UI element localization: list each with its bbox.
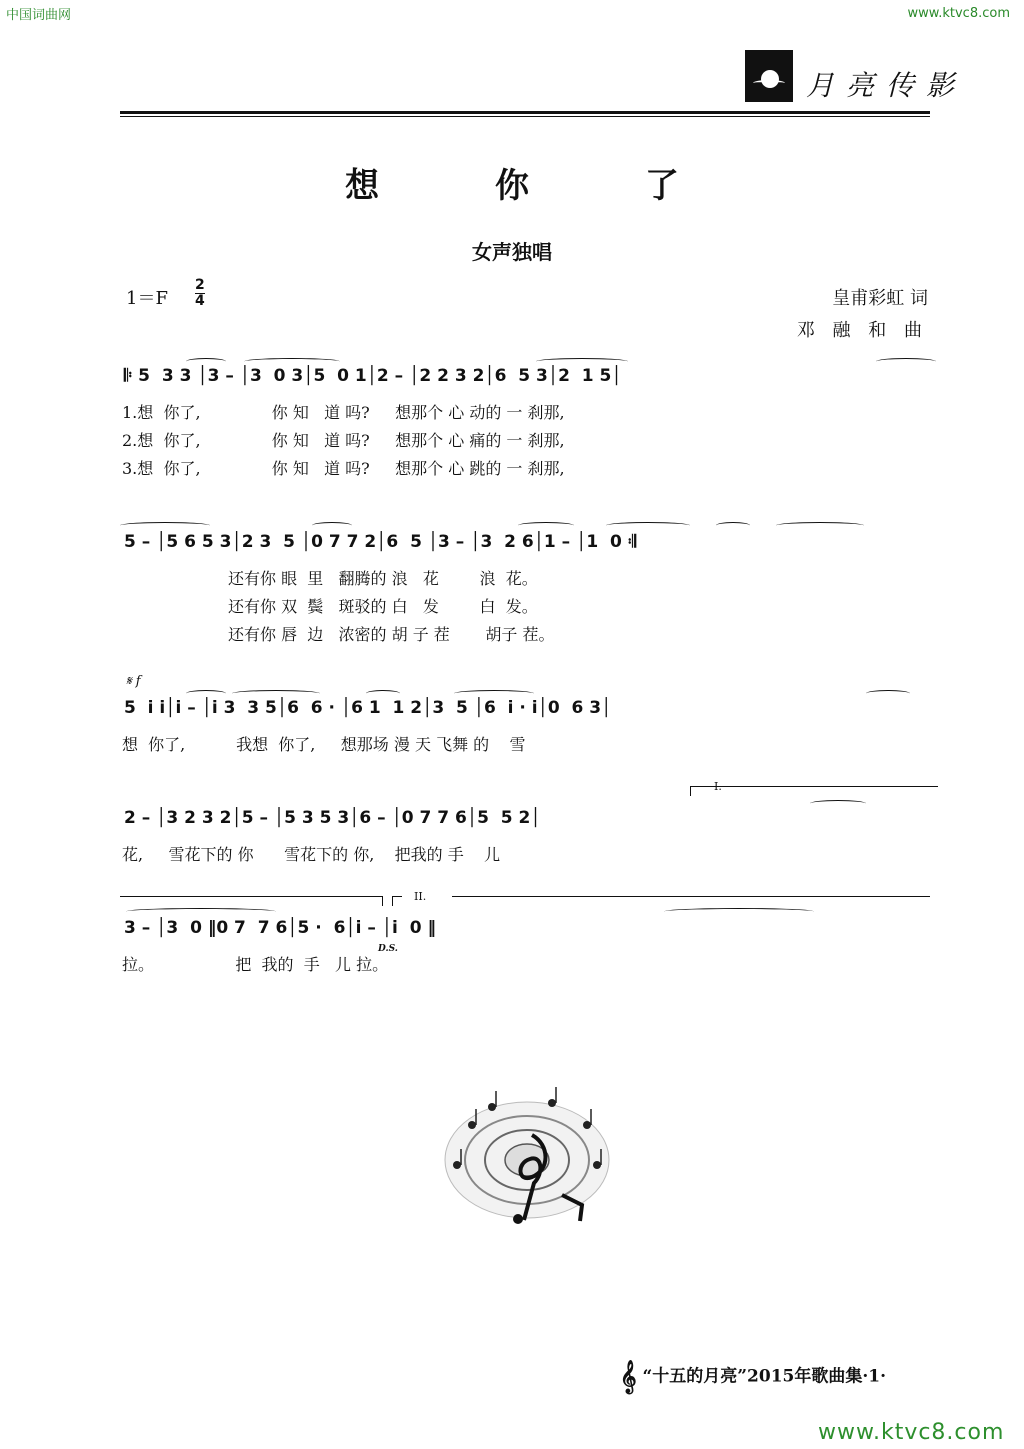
volta-bracket-1 [690, 786, 938, 787]
segno-forte-marking: 𝄋 f [126, 674, 141, 689]
collection-label: “十五的月亮”2015年歌曲集·1· [642, 1366, 887, 1387]
tie [664, 908, 814, 915]
site-url-footer[interactable]: www.ktvc8.com [818, 1420, 1005, 1445]
header-rule-thin [120, 116, 930, 117]
notation-line-5: 3 – │3 0 ‖0 7 7 6│5 · 6│i – │i 0 ‖ [124, 918, 436, 938]
time-signature: 2 4 [195, 277, 205, 309]
collection-page-footer [620, 1360, 886, 1394]
lyric-verse-1: 1.想 你了, 你 知 道 吗? 想那个 心 动的 一 刹那, [122, 403, 565, 422]
ds-marking: D.S. [378, 944, 398, 954]
logo-text: 月亮传影 [806, 69, 967, 102]
notation-line-3: 5 i i│i – │i 3 3 5│6 6 · │6 1 1 2│3 5 │6 i · i│0 6 3│ [124, 698, 612, 718]
tie [366, 690, 400, 697]
tie [536, 358, 628, 365]
tie [454, 690, 534, 697]
lyricist-credit: 皇甫彩虹 词 [832, 288, 928, 309]
tie [186, 690, 226, 697]
volta-label-1: I. [714, 780, 722, 793]
lyric-line-3: 想 你了, 我想 你了, 想那场 漫 天 飞舞 的 雪 [122, 735, 526, 754]
lyric-line-4: 花, 雪花下的 你 雪花下的 你, 把我的 手 儿 [122, 845, 501, 864]
tie [312, 522, 352, 529]
volta-bracket-2 [392, 896, 402, 897]
volta-bracket-1-cont [120, 896, 382, 897]
song-subtitle: 女声独唱 [472, 240, 552, 264]
notation-line-4: 2 – │3 2 3 2│5 – │5 3 5 3│6 – │0 7 7 6│5 5 2│ [124, 808, 541, 828]
volta-bracket-1-hook [690, 786, 691, 796]
tie [810, 800, 866, 807]
lyric-verse-1: 还有你 眼 里 翻腾的 浪 花 浪 花。 [228, 569, 538, 588]
lyric-line-5: 拉。 把 我的 手 儿 拉。 [122, 955, 389, 974]
moon-logo-icon [745, 50, 793, 102]
volta-bracket-1-end [382, 896, 383, 906]
music-notes-swirl-icon [432, 1085, 617, 1230]
tie [518, 522, 574, 529]
key-signature: 1＝F [126, 288, 168, 309]
treble-clef-icon: 𝄞 [620, 1360, 637, 1393]
tie [776, 522, 864, 529]
lyric-verse-3: 还有你 唇 边 浓密的 胡 子 茬 胡子 茬。 [228, 625, 555, 644]
tie [876, 358, 936, 365]
site-url-right[interactable]: www.ktvc8.com [907, 6, 1010, 21]
tie [126, 908, 276, 915]
tie [232, 690, 320, 697]
notation-line-1: 𝄆 5 3 3 │3 – │3 0 3│5 0 1│2 – │2 2 3 2│6 5 3│2 1 5│ [124, 366, 622, 386]
song-title: 想 你 了 [345, 166, 731, 206]
lyric-verse-2: 还有你 双 鬓 斑驳的 白 发 白 发。 [228, 597, 538, 616]
tie [244, 358, 340, 365]
tie [866, 690, 910, 697]
notation-line-2: 5 – │5 6 5 3│2 3 5 │0 7 7 2│6 5 │3 – │3 2 6│1 – │1 0 𝄇 [124, 532, 637, 552]
tie [716, 522, 750, 529]
tie [606, 522, 690, 529]
tie [120, 522, 210, 529]
lyric-verse-3: 3.想 你了, 你 知 道 吗? 想那个 心 跳的 一 刹那, [122, 459, 565, 478]
composer-credit: 邓 融 和 曲 [796, 320, 928, 341]
volta-bracket-2-line [452, 896, 930, 897]
volta-label-2: II. [414, 890, 427, 903]
site-name-left: 中国词曲网 [6, 8, 72, 23]
tie [186, 358, 226, 365]
volta-bracket-2-hook [392, 896, 393, 906]
header-rule [120, 111, 930, 114]
lyric-verse-2: 2.想 你了, 你 知 道 吗? 想那个 心 痛的 一 刹那, [122, 431, 565, 450]
